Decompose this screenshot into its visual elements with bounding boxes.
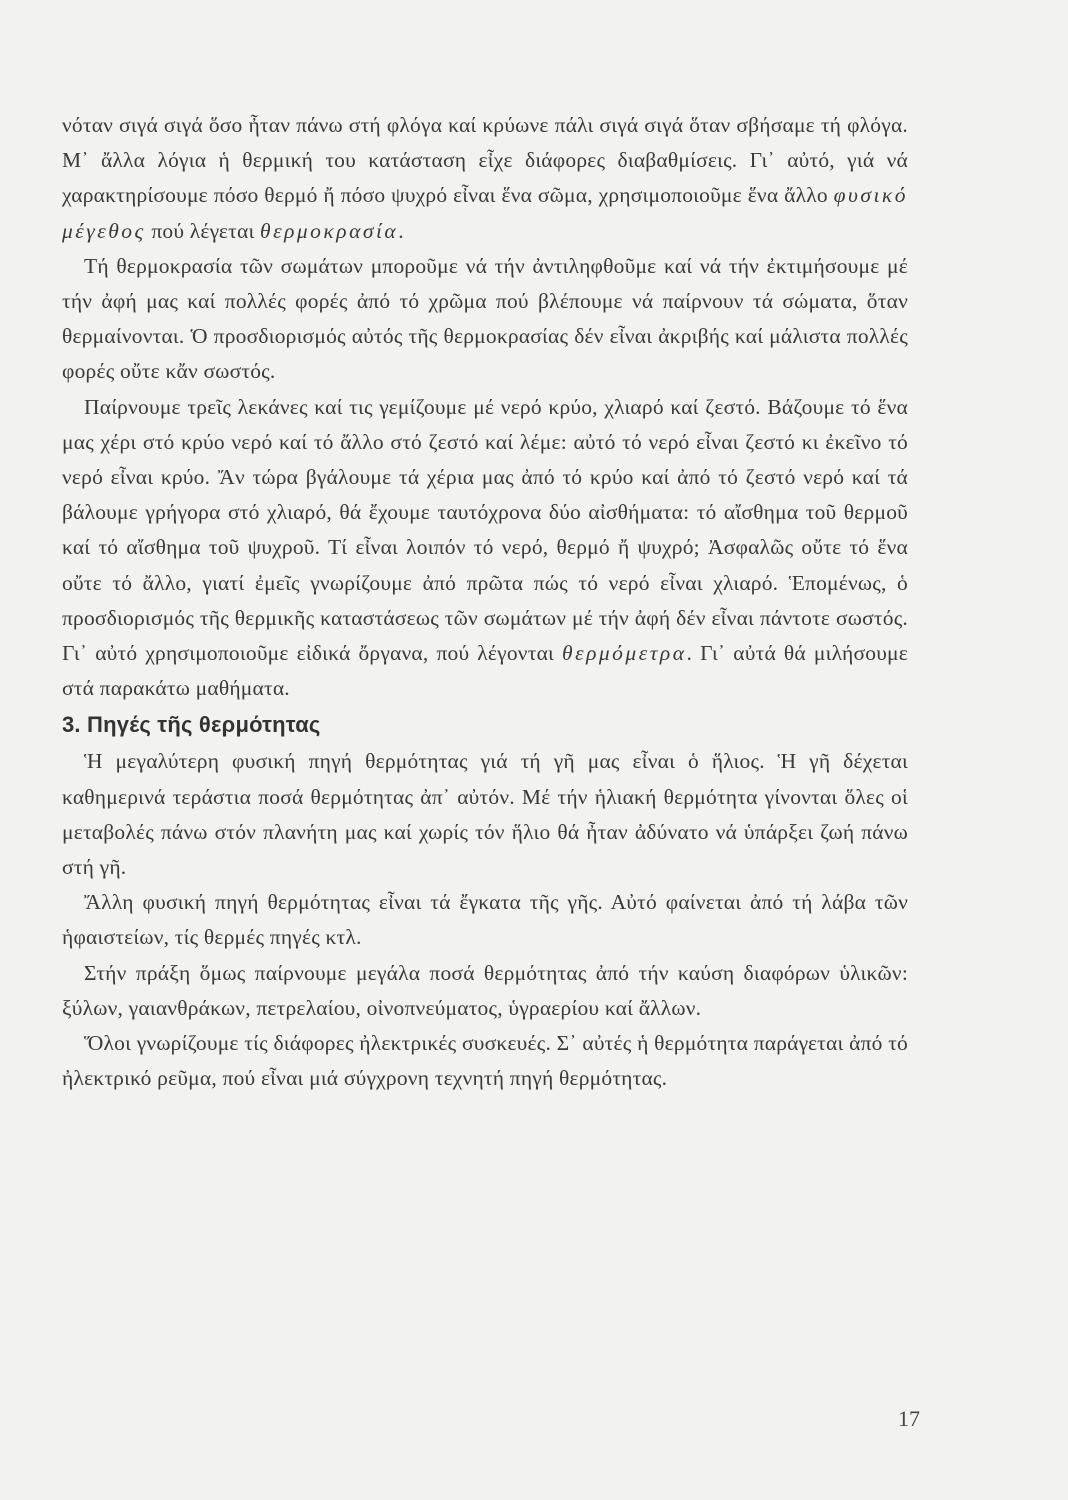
page-body [62,108,908,1096]
term-temperature: θερμοκρασία [260,218,399,243]
page-number: 17 [898,1406,920,1431]
term-thermometers: θερμόμετρα [562,641,687,666]
paragraph-intro-end: . [398,218,404,243]
paragraph-electric: Ὅλοι γνωρίζουμε τίς διάφορες ἠλεκτρικές συσκευές. Σ᾿ αὐτές ἡ θερμότητα παράγεται ἀπό τό ἠλεκτρικό ρεῦμα, πού εἶναι μιά σύγχρονη τεχνητή πηγή θερμότητας. [62,1031,908,1091]
paragraph-experiment-text: Παίρνουμε τρεῖς λεκάνες καί τις γεμίζουμε μέ νερό κρύο, χλιαρό καί ζεστό. Βάζουμε τό ἕνα μας χέρι στό κρύο νερό καί τό ἄλλο στό ζεστό καί λέμε: αὐτό τό νερό εἶναι ζεστό κι ἐκεῖνο τό νερό εἶναι κρύο. Ἄν τώρα βγάλουμε τά χέρια μας ἀπό τό κρύο καί ἀπό τό ζεστό νερό καί τά βάλουμε γρήγορα στό χλιαρό, θά ἔχουμε ταυτόχρονα δύο αἰσθήματα: τό αἴσθημα τοῦ θερμοῦ καί τό αἴσθημα τοῦ ψυχροῦ. Τί εἶναι λοιπόν τό νερό, θερμό ἤ ψυχρό; Ἀσφαλῶς οὔτε τό ἕνα οὔτε τό ἄλλο, γιατί ἐμεῖς γνωρίζουμε ἀπό πρῶτα πώς τό νερό εἶναι χλιαρό. Ἑπομένως, ὁ προσδιορισμός τῆς θερμικῆς καταστάσεως τῶν σωμάτων μέ τήν ἀφή δέν εἶναι πάντοτε σωστός. Γι᾿ αὐτό χρησιμοποιοῦμε εἰδικά ὄργανα, πού λέγονται [62,394,908,666]
paragraph-experiment [62,390,908,707]
paragraph-intro-connector: πού λέγεται [145,218,261,243]
paragraph-experiment-end: . Γι᾿ αὐτά θά μιλήσουμε στά παρακάτω μαθήματα. [62,641,908,701]
paragraph-intro-text: νόταν σιγά σιγά ὅσο ἦταν πάνω στή φλόγα καί κρύωνε πάλι σιγά σιγά ὅταν σβήσαμε τή φλόγα. Μ᾿ ἄλλα λόγια ἡ θερμική του κατάσταση εἶχε διάφορες διαβαθμίσεις. Γι᾿ αὐτό, γιά νά χαρακτηρίσουμε πόσο θερμό ἤ πόσο ψυχρό εἶναι ἕνα σῶμα, χρησιμοποιοῦμε ἕνα ἄλλο [62,113,908,208]
term-physical-quantity: φυσικό μέγεθος [62,183,908,243]
paragraph-touch-estimation: Τή θερμοκρασία τῶν σωμάτων μποροῦμε νά τήν ἀντιληφθοῦμε καί νά τήν ἐκτιμήσουμε μέ τήν ἀφή μας καί πολλές φορές ἀπό τό χρῶμα πού βλέπουμε νά παίρνουν τά σώματα, ὅταν θερμαίνονται. Ὁ προσδιορισμός αὐτός τῆς θερμοκρασίας δέν εἶναι ἀκριβής καί μάλιστα πολλές φορές οὔτε κἄν σωστός. [62,253,908,384]
paragraph-sun: Ἡ μεγαλύτερη φυσική πηγή θερμότητας γιά τή γῆ μας εἶναι ὁ ἥλιος. Ἡ γῆ δέχεται καθημερινά τεράστια ποσά θερμότητας ἀπ᾿ αὐτόν. Μέ τήν ἡλιακή θερμότητα γίνονται ὅλες οἱ μεταβολές πάνω στόν πλανήτη μας καί χωρίς τόν ἥλιο θά ἦταν ἀδύνατο νά ὑπάρξει ζωή πάνω στή γῆ. [62,749,908,880]
paragraph-intro [62,108,908,249]
paragraph-earth-interior: Ἄλλη φυσική πηγή θερμότητας εἶναι τά ἔγκατα τῆς γῆς. Αὐτό φαίνεται ἀπό τή λάβα τῶν ἡφαιστείων, τίς θερμές πηγές κτλ. [62,890,908,950]
paragraph-combustion: Στήν πράξη ὅμως παίρνουμε μεγάλα ποσά θερμότητας ἀπό τήν καύση διαφόρων ὑλικῶν: ξύλων, γαιανθράκων, πετρελαίου, οἰνοπνεύματος, ὑγραερίου καί ἄλλων. [62,960,908,1020]
section-heading: 3. Πηγές τῆς θερμότητας [62,712,321,738]
